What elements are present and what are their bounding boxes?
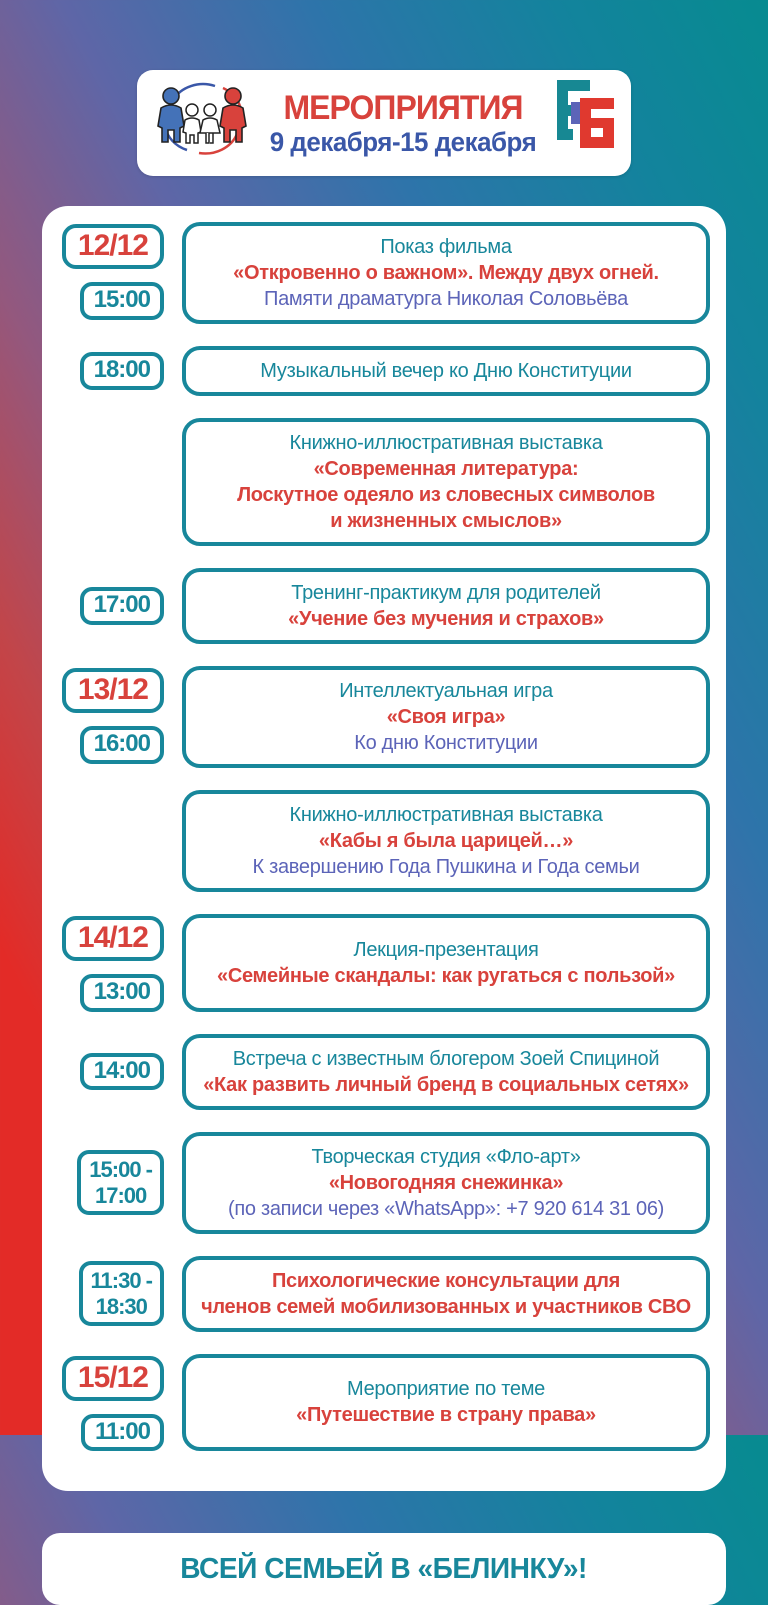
badge-column (42, 666, 182, 768)
event-row (42, 418, 710, 546)
belinka-logo-icon (557, 80, 615, 166)
event-line: Тренинг-практикум для родителей (291, 582, 601, 604)
event-row (42, 790, 710, 892)
event-line: Музыкальный вечер ко Дню Конституции (260, 360, 632, 382)
event-line: (по записи через «WhatsApp»: +7 920 614 31 06) (227, 1197, 664, 1220)
events-panel (42, 206, 726, 1491)
event-row (42, 346, 710, 396)
event-card (182, 1354, 710, 1452)
badge-column (42, 1034, 182, 1110)
footer-slogan: ВСЕЙ СЕМЬЕЙ В «БЕЛИНКУ»! (180, 1552, 588, 1585)
time-value: 14:00 (93, 1056, 150, 1084)
time-badge (80, 282, 164, 320)
event-card (182, 1034, 710, 1110)
event-line: «Семейные скандалы: как ругаться с пользой» (217, 964, 675, 987)
event-card (182, 790, 710, 892)
date-badge: 12/12 (62, 224, 164, 269)
event-line: Показ фильма (380, 236, 512, 258)
event-line: «Кабы я была царицей…» (318, 830, 574, 852)
event-line: Лоскутное одеяло из словесных символов (237, 484, 655, 506)
time-badge (80, 1053, 164, 1091)
event-card (182, 222, 710, 324)
events-list (42, 222, 710, 1451)
event-card (182, 1132, 710, 1234)
time-badge (80, 352, 164, 390)
event-row (42, 222, 710, 324)
time-value-end: 18:30 (95, 1293, 147, 1319)
event-card (182, 914, 710, 1012)
time-value: 18:00 (93, 356, 150, 384)
time-badge (80, 726, 164, 764)
event-line: К завершению Года Пушкина и Года семьи (252, 856, 640, 878)
event-line: Психологические консультации для (271, 1269, 621, 1292)
event-row (42, 1256, 710, 1332)
page-title: МЕРОПРИЯТИЯ (283, 88, 523, 127)
event-card (182, 418, 710, 546)
badge-column (42, 1132, 182, 1234)
badge-column (42, 790, 182, 892)
adult-blue (158, 88, 184, 142)
date-badge: 15/12 (62, 1356, 164, 1401)
event-line: «Как развить личный бренд в социальных сетях» (203, 1073, 689, 1096)
event-line: Книжно-иллюстративная выставка (289, 432, 603, 454)
child-girl (200, 104, 220, 143)
badge-column (42, 568, 182, 644)
time-value: 13:00 (93, 978, 150, 1005)
badge-column (42, 346, 182, 396)
badge-column (42, 1354, 182, 1452)
footer-card (42, 1533, 726, 1605)
event-line: Встреча с известным блогером Зоей Спициной (232, 1047, 660, 1070)
time-badge (77, 1150, 164, 1215)
event-card (182, 666, 710, 768)
child-boy (183, 104, 201, 143)
event-line: Лекция-презентация (353, 938, 539, 961)
time-value: 16:00 (93, 730, 150, 757)
event-line: «Откровенно о важном». Между двух огней. (233, 262, 659, 284)
badge-column (42, 222, 182, 324)
event-line: и жизненных смыслов» (330, 510, 562, 532)
time-value-end: 17:00 (95, 1182, 147, 1208)
time-badge (79, 1261, 165, 1326)
time-badge (80, 587, 164, 625)
event-line: «Путешествие в страну права» (296, 1404, 596, 1427)
time-badge (81, 1414, 164, 1452)
event-line: Мероприятие по теме (347, 1378, 545, 1401)
time-badge (80, 974, 164, 1012)
event-card (182, 1256, 710, 1332)
event-line: «Учение без мучения и страхов» (288, 608, 604, 630)
badge-column (42, 914, 182, 1012)
badge-column (42, 1256, 182, 1332)
event-row (42, 568, 710, 644)
adult-red (220, 88, 246, 142)
event-row (42, 666, 710, 768)
header-card (137, 70, 631, 176)
event-line: Творческая студия «Фло-арт» (311, 1145, 581, 1168)
badge-column (42, 418, 182, 546)
event-card (182, 346, 710, 396)
event-line: «Своя игра» (386, 706, 506, 728)
event-row (42, 1132, 710, 1234)
date-range: 9 декабря-15 декабря (269, 126, 537, 157)
event-row (42, 1354, 710, 1452)
event-line: членов семей мобилизованных и участников СВО (201, 1295, 691, 1318)
event-line: Интеллектуальная игра (339, 680, 553, 702)
time-value: 15:00 - (89, 1157, 152, 1183)
event-line: «Современная литература: (313, 458, 579, 480)
event-line: Ко дню Конституции (354, 732, 538, 754)
event-row (42, 1034, 710, 1110)
date-badge: 13/12 (62, 668, 164, 713)
time-value: 11:30 - (90, 1268, 152, 1294)
time-value: 11:00 (94, 1417, 150, 1445)
event-line: Памяти драматурга Николая Соловьёва (264, 288, 628, 310)
event-line: «Новогодняя снежинка» (328, 1171, 564, 1194)
event-card (182, 568, 710, 644)
date-badge: 14/12 (62, 916, 164, 961)
time-value: 15:00 (93, 286, 150, 313)
family-icon (153, 78, 249, 168)
time-value: 17:00 (93, 591, 150, 619)
event-line: Книжно-иллюстративная выставка (289, 804, 603, 826)
event-row (42, 914, 710, 1012)
